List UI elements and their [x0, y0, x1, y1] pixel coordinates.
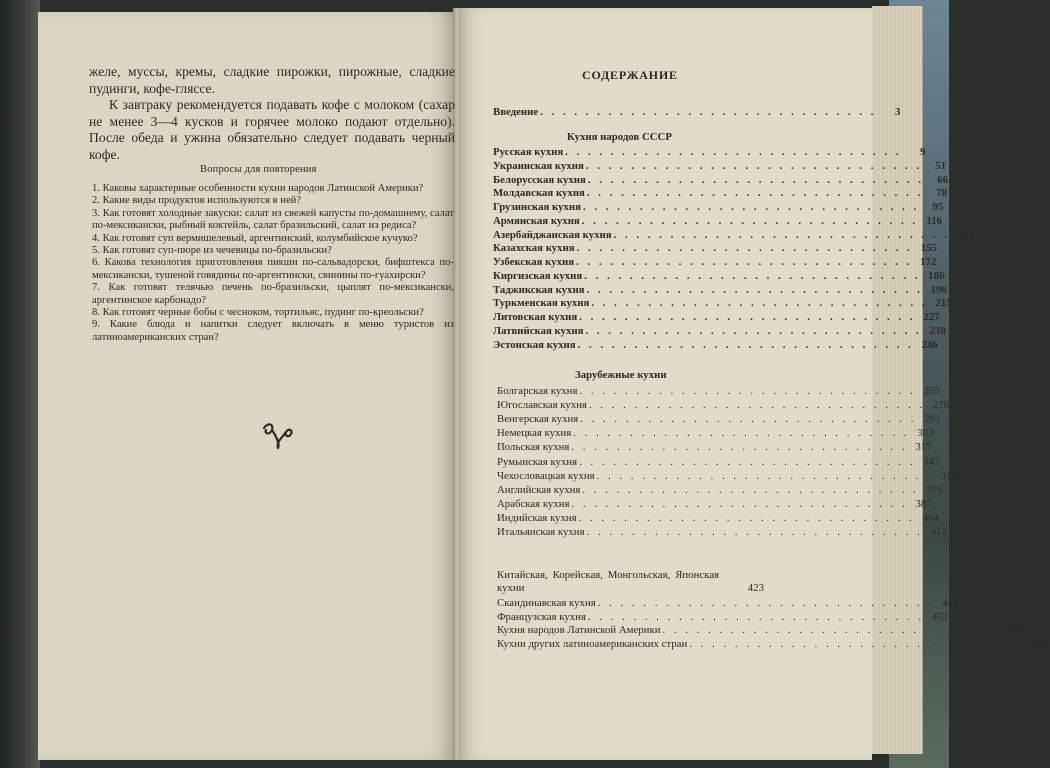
- toc-label: Азербайджанская кухня: [493, 228, 612, 241]
- toc-leader: . . . . . . . . . . . . . . . . . . . . . . . . . . . . . .: [689, 637, 1026, 650]
- toc-entry: [497, 427, 934, 440]
- toc-label: Таджикская кухня: [493, 283, 585, 296]
- toc-entry: [493, 297, 952, 310]
- toc-leader: . . . . . . . . . . . . . . . . . . . . . . . . . . . . . .: [571, 441, 908, 454]
- toc-page: 186: [928, 269, 945, 282]
- toc-leader: . . . . . . . . . . . . . . . . . . . . . . . . . . . . . .: [662, 624, 999, 637]
- toc-label: Кухня народов Латинской Америки: [497, 624, 661, 637]
- toc-label: Эстонская кухня: [493, 338, 576, 351]
- toc-label: Английская кухня: [497, 483, 581, 496]
- section-heading-foreign: Зарубежные кухни: [575, 369, 667, 381]
- toc-entry: [497, 610, 949, 624]
- toc-page: 3: [895, 106, 901, 118]
- toc-leader: . . . . . . . . . . . . . . . . . . . . . . . . . . . . . .: [576, 242, 913, 255]
- toc-label: Скандинавская кухня: [497, 597, 596, 609]
- toc-entry: [497, 637, 1050, 651]
- toc-entry: [493, 324, 946, 338]
- toc-label: Введение: [493, 106, 539, 118]
- toc-leader: . . . . . . . . . . . . . . . . . . . . . . . . . . . . . .: [581, 214, 919, 227]
- toc-leader: . . . . . . . . . . . . . . . . . . . . . . . . . . . . . .: [576, 256, 913, 268]
- toc-page: 227: [923, 311, 940, 323]
- toc-page: 375: [926, 483, 943, 496]
- toc-leader: . . . . . . . . . . . . . . . . . . . . . . . . . . . . . .: [585, 324, 922, 337]
- toc-page: 95: [932, 201, 944, 213]
- toc-leader: . . . . . . . . . . . . . . . . . . . . . . . . . . . . . .: [591, 297, 928, 310]
- toc-page: 343: [923, 455, 940, 468]
- toc-label: Киргизская кухня: [493, 269, 583, 282]
- toc-label: Русская кухня: [493, 146, 564, 158]
- toc-entry: [497, 526, 947, 539]
- toc-leader: . . . . . . . . . . . . . . . . . . . . . . . . . . . . . .: [586, 526, 923, 538]
- toc-leader: . . . . . . . . . . . . . . . . . . . . . . . . . . . . . .: [580, 413, 917, 426]
- toc-entry: [493, 242, 937, 255]
- toc-label: Польская кухня: [497, 441, 570, 454]
- toc-label: Молдавская кухня: [493, 187, 585, 200]
- toc-page: 387: [915, 497, 932, 510]
- toc-page: 276: [932, 399, 950, 412]
- toc-entry: [497, 455, 940, 469]
- toc-entry: [493, 187, 948, 200]
- toc-leader: . . . . . . . . . . . . . . . . . . . . . . . . . . . . . .: [586, 283, 923, 296]
- toc-entry: [493, 159, 947, 173]
- background-left: [0, 0, 40, 768]
- toc-entry: [493, 338, 938, 352]
- toc-leader: . . . . . . . . . . . . . . . . . . . . . . . . . . . . . .: [587, 610, 925, 623]
- toc-entry-intro: [493, 106, 901, 119]
- toc-page: 9: [920, 146, 926, 158]
- question-item: 3. Как готовят холодные закуски: салат из свежей капусты по-домашнему, салат по-мексикански, рыбный коктейль, салат бразильский, салат из редиса?: [92, 207, 454, 232]
- toc-leader: . . . . . . . . . . . . . . . . . . . . . . . . . . . . . .: [588, 399, 926, 412]
- toc-page: 356: [940, 469, 957, 482]
- toc-entry: [493, 256, 937, 269]
- toc-entry: [493, 146, 926, 159]
- toc-entry: [493, 214, 943, 228]
- toc-leader: . . . . . . . . . . . . . . . . . . . . . . . . . . . . . .: [582, 201, 920, 213]
- toc-entry: [497, 441, 932, 454]
- toc-entry: [497, 497, 932, 511]
- toc-page: 116: [926, 214, 943, 227]
- toc-page: 412: [930, 526, 947, 538]
- questions-list: [92, 183, 454, 344]
- toc-leader: . . . . . . . . . . . . . . . . . . . . . . . . . . . . . .: [597, 597, 934, 609]
- toc-label: Французская кухня: [497, 610, 586, 623]
- question-item: 1. Каковы характерные особенности кухни народов Латинской Америки?: [92, 183, 424, 194]
- toc-leader: . . . . . . . . . . . . . . . . . . . . . . . . . . . . . .: [582, 483, 919, 496]
- toc-label: Украинская кухня: [493, 159, 584, 172]
- toc-label: Немецкая кухня: [497, 427, 572, 440]
- toc-page: 303: [917, 427, 934, 440]
- question-item: 8. Как готовят черные бобы с чесноком, тортильяс, пудинг по-креольски?: [92, 307, 424, 319]
- toc-page: 246: [921, 338, 938, 351]
- toc-page: 78: [936, 187, 948, 200]
- toc-leader: . . . . . . . . . . . . . . . . . . . . . . . . . . . . . .: [584, 269, 921, 282]
- toc-leader: . . . . . . . . . . . . . . . . . . . . . . . . . . . . . .: [587, 173, 925, 186]
- toc-label: Литовская кухня: [493, 311, 578, 323]
- toc-leader: . . . . . . . . . . . . . . . . . . . . . . . . . . . . . .: [578, 511, 915, 524]
- toc-entry: [497, 597, 958, 610]
- toc-entry: [493, 283, 947, 297]
- toc-page: 423: [747, 582, 764, 594]
- toc-entry-multi-page: [742, 582, 763, 595]
- toc-entry: [497, 624, 1023, 637]
- toc-label: Югославская кухня: [497, 399, 587, 412]
- toc-page: 66: [937, 173, 949, 186]
- toc-entry: [497, 511, 939, 525]
- toc-title: СОДЕРЖАНИЕ: [582, 68, 678, 82]
- toc-page: 137: [957, 228, 974, 241]
- toc-leader: . . . . . . . . . . . . . . . . . . . . . . . . . . . . . .: [571, 497, 908, 510]
- toc-leader: . . . . . . . . . . . . . . . . . . . . . . . . . . . . . .: [579, 455, 916, 468]
- toc-page: 404: [922, 511, 939, 524]
- toc-leader: . . . . . . . . . . . . . . . . . . . . . . . . . . . . . .: [586, 187, 924, 200]
- toc-page: 467: [1006, 624, 1023, 637]
- toc-page: 255: [923, 385, 940, 397]
- toc-entry: [497, 483, 943, 497]
- toc-page: 215: [935, 297, 952, 310]
- toc-label: Туркменская кухня: [493, 297, 590, 310]
- toc-page: 443: [941, 597, 958, 609]
- question-item: 9. Какие блюда и напитки следует включать в меню туристов из латиноамериканских стран?: [92, 319, 454, 343]
- toc-label: Румынская кухня: [497, 455, 578, 468]
- toc-label: Индийская кухня: [497, 511, 577, 524]
- toc-entry: [497, 413, 941, 426]
- toc-entry-multi: [497, 569, 763, 595]
- toc-leader: . . . . . . . . . . . . . . . . . . . . . . . . . . . . . .: [540, 106, 877, 118]
- toc-label: Казахская кухня: [493, 242, 575, 255]
- toc-leader: . . . . . . . . . . . . . . . . . . . . . . . . . . . . . .: [613, 228, 950, 241]
- toc-page: 172: [920, 256, 937, 268]
- toc-entry: [493, 311, 940, 324]
- toc-entry: [497, 385, 940, 398]
- question-item: 5. Как готовят суп-пюре из чечевицы по-бразильски?: [92, 245, 332, 257]
- toc-page: 155: [920, 242, 937, 255]
- toc-leader: . . . . . . . . . . . . . . . . . . . . . . . . . . . . . .: [565, 146, 902, 158]
- toc-leader: . . . . . . . . . . . . . . . . . . . . . . . . . . . . . .: [573, 427, 910, 440]
- toc-page: 281: [924, 413, 941, 426]
- toc-leader: . . . . . . . . . . . . . . . . . . . . . . . . . . . . . .: [585, 159, 923, 172]
- toc-label: Китайская, Корейская, Монгольская, Японская кухни: [497, 569, 719, 594]
- toc-leader: . . . . . . . . . . . . . . . . . . . . . . . . . . . . . .: [579, 311, 916, 323]
- toc-entry: [493, 228, 974, 242]
- left-page-body: [89, 64, 455, 163]
- toc-leader: . . . . . . . . . . . . . . . . . . . . . . . . . . . . . .: [596, 469, 933, 482]
- paragraph-2: К завтраку рекомендуется подавать кофе с молоком (сахар не менее 3—4 кусков и горячее молоко подают отдельно). После обеда и ужина обязательно следует подавать черный кофе.: [89, 97, 455, 162]
- toc-label: Кухни других латиноамериканских стран: [497, 637, 688, 650]
- toc-page: 51: [935, 159, 947, 172]
- toc-label: Арабская кухня: [497, 497, 570, 510]
- ornament-icon: [258, 420, 298, 450]
- toc-label: Узбекская кухня: [493, 256, 575, 268]
- toc-label: Итальянская кухня: [497, 526, 585, 538]
- questions-heading: Вопросы для повторения: [200, 164, 317, 175]
- question-item: 4. Как готовят суп вермишелевый, аргентинский, колумбийское кучуко?: [92, 232, 418, 244]
- toc-label: Армянская кухня: [493, 214, 580, 227]
- question-item: 6. Какова технология приготовления пикши по-сальвадорски, бифштекса по-мексикански, тушеной говядины по-аргентински, свинины по-гуахирски?: [92, 257, 454, 281]
- toc-label: Чехословацкая кухня: [497, 469, 595, 482]
- toc-page: 452: [931, 610, 949, 623]
- toc-leader: . . . . . . . . . . . . . . . . . . . . . . . . . . . . . .: [579, 385, 916, 397]
- question-item: 7. Как готовят телячью печень по-бразильски, цыплят по-мексикански, аргентинское карбонадо?: [92, 282, 454, 306]
- toc-page: 471: [1033, 637, 1050, 650]
- paragraph-1: желе, муссы, кремы, сладкие пирожки, пирожные, сладкие пудинги, кофе-гляссе.: [89, 64, 455, 96]
- toc-entry: [497, 469, 957, 483]
- toc-leader: . . . . . . . . . . . . . . . . . . . . . . . . . . . . . .: [577, 338, 914, 351]
- toc-entry: [497, 399, 950, 412]
- toc-label: Латвийская кухня: [493, 324, 584, 337]
- toc-page: 196: [930, 283, 947, 296]
- toc-page: 317: [915, 441, 932, 454]
- toc-label: Венгерская кухня: [497, 413, 579, 426]
- toc-page: 238: [929, 324, 946, 337]
- toc-label: Грузинская кухня: [493, 201, 581, 213]
- section-heading-ussr: Кухня народов СССР: [567, 131, 672, 143]
- toc-entry: [493, 201, 944, 214]
- toc-entry: [493, 173, 949, 187]
- question-item: 2. Какие виды продуктов используются в ней?: [92, 195, 302, 207]
- toc-label: Болгарская кухня: [497, 385, 578, 397]
- toc-entry: [493, 269, 945, 283]
- toc-label: Белорусская кухня: [493, 173, 586, 186]
